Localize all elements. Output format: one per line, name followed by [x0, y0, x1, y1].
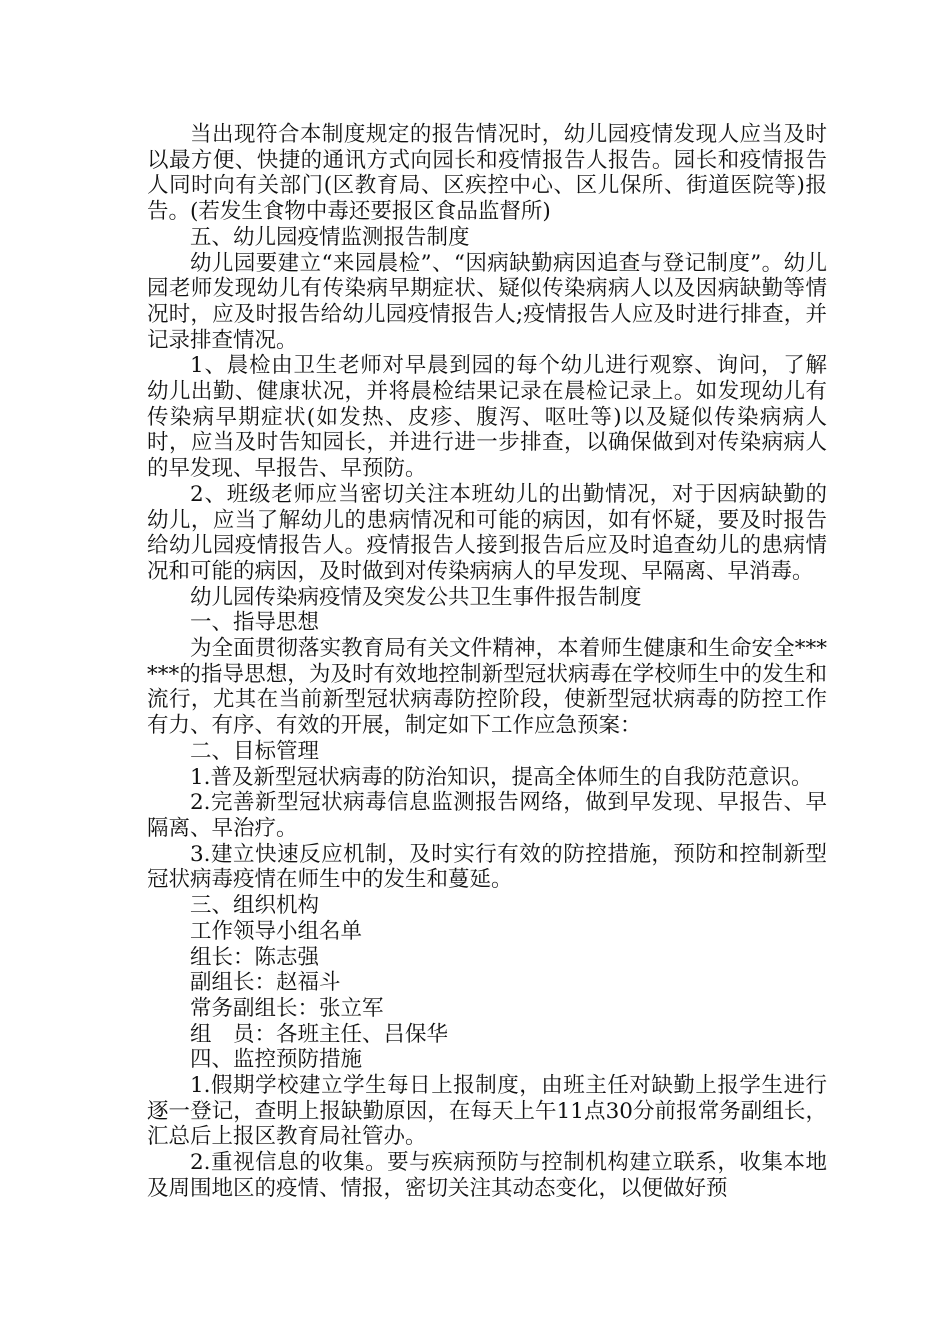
- deputy-leader-entry: 副组长：赵福斗: [190, 970, 341, 996]
- paragraph-attendance-tracking: 2、班级老师应当密切关注本班幼儿的出勤情况，对于因病缺勤的幼儿，应当了解幼儿的患病情况和可能的病因，如有怀疑，要及时报告给幼儿园疫情报告人。疫情报告人接到报告后应及时追查幼儿的患病情况和可能的病因，及时做到对传染病病人的早发现、早隔离、早消毒。: [147, 481, 827, 584]
- section-heading-5: 五、幼儿园疫情监测报告制度: [190, 224, 470, 250]
- paragraph-monitoring-system: 幼儿园要建立“来园晨检”、“因病缺勤病因追查与登记制度”。幼儿园老师发现幼儿有传染病早期症状、疑似传染病病人以及因病缺勤等情况时，应及时报告给幼儿园疫情报告人;疫情报告人应及时进行排查，并记录排查情况。: [147, 250, 827, 353]
- document-body: [147, 122, 827, 1202]
- leadership-list-title: 工作领导小组名单: [190, 918, 363, 944]
- paragraph-guiding-ideology: 为全面贯彻落实教育局有关文件精神，本着师生健康和生命安全******的指导思想，为及时有效地控制新型冠状病毒在学校师生中的发生和流行，尤其在当前新型冠状病毒防控阶段，使新型冠状病毒的防控工作有力、有序、有效的开展，制定如下工作应急预案：: [147, 636, 827, 739]
- section-heading-4: 四、监控预防措施: [190, 1047, 363, 1073]
- leader-entry: 组长：陈志强: [190, 944, 320, 970]
- measure-item-1: 1.假期学校建立学生每日上报制度，由班主任对缺勤上报学生进行逐一登记，查明上报缺勤原因，在每天上午11点30分前报常务副组长，汇总后上报区教育局社管办。: [147, 1073, 827, 1150]
- goal-item-1: 1.普及新型冠状病毒的防治知识，提高全体师生的自我防范意识。: [190, 764, 813, 790]
- section-heading-1: 一、指导思想: [190, 610, 320, 636]
- goal-item-3: 3.建立快速反应机制，及时实行有效的防控措施，预防和控制新型冠状病毒疫情在师生中的发生和蔓延。: [147, 841, 827, 893]
- document-subtitle: 幼儿园传染病疫情及突发公共卫生事件报告制度: [190, 584, 642, 610]
- executive-deputy-entry: 常务副组长：张立军: [190, 995, 384, 1021]
- members-entry: 组 员：各班主任、吕保华: [190, 1021, 449, 1047]
- paragraph-morning-check: 1、晨检由卫生老师对早晨到园的每个幼儿进行观察、询问，了解幼儿出勤、健康状况，并将晨检结果记录在晨检记录上。如发现幼儿有传染病早期症状(如发热、皮疹、腹泻、呕吐等)以及疑似传染病病人时，应当及时告知园长，并进行进一步排查，以确保做到对传染病病人的早发现、早报告、早预防。: [147, 353, 827, 482]
- section-heading-2: 二、目标管理: [190, 738, 320, 764]
- goal-item-2: 2.完善新型冠状病毒信息监测报告网络，做到早发现、早报告、早隔离、早治疗。: [147, 790, 827, 841]
- measure-item-2: 2.重视信息的收集。要与疾病预防与控制机构建立联系，收集本地及周围地区的疫情、情报，密切关注其动态变化，以便做好预: [147, 1150, 827, 1201]
- paragraph-report-procedure: 当出现符合本制度规定的报告情况时，幼儿园疫情发现人应当及时以最方便、快捷的通讯方式向园长和疫情报告人报告。园长和疫情报告人同时向有关部门(区教育局、区疾控中心、区儿保所、街道医院等)报告。(若发生食物中毒还要报区食品监督所): [147, 122, 827, 225]
- section-heading-3: 三、组织机构: [190, 893, 320, 919]
